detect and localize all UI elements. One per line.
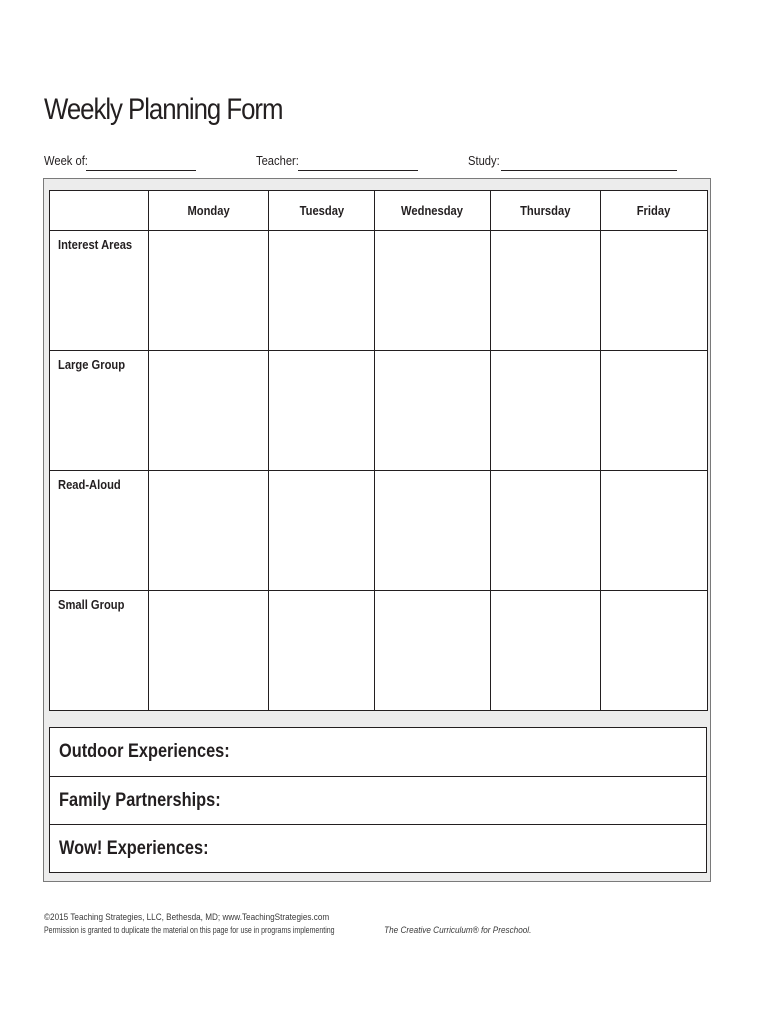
header-thursday: Thursday (491, 191, 601, 231)
plan-cell[interactable] (149, 351, 269, 471)
outdoor-experiences-label: Outdoor Experiences: (59, 741, 230, 762)
header-wednesday: Wednesday (375, 191, 491, 231)
curriculum-name: The Creative Curriculum® for Preschool. (384, 925, 532, 936)
plan-cell[interactable] (491, 351, 601, 471)
study-field[interactable] (501, 170, 677, 171)
outdoor-experiences-row[interactable] (50, 728, 706, 776)
row-small-group (50, 591, 708, 711)
row-interest-areas (50, 231, 708, 351)
plan-cell[interactable] (375, 471, 491, 591)
wow-experiences-row[interactable] (50, 824, 706, 872)
plan-cell[interactable] (375, 231, 491, 351)
planning-grid (49, 190, 708, 711)
header-tuesday: Tuesday (269, 191, 375, 231)
plan-cell[interactable] (601, 231, 708, 351)
plan-cell[interactable] (601, 591, 708, 711)
plan-cell[interactable] (269, 351, 375, 471)
corner-cell (50, 191, 149, 231)
row-label: Small Group (50, 591, 149, 711)
row-label: Interest Areas (50, 231, 149, 351)
row-label: Read-Aloud (50, 471, 149, 591)
permission-text: Permission is granted to duplicate the material on this page for use in programs implementing The Creative Curriculum® for Preschool. (44, 925, 532, 936)
header-friday: Friday (601, 191, 708, 231)
plan-cell[interactable] (375, 591, 491, 711)
plan-cell[interactable] (375, 351, 491, 471)
plan-cell[interactable] (269, 231, 375, 351)
plan-cell[interactable] (149, 231, 269, 351)
teacher-label: Teacher: (256, 153, 299, 168)
row-label: Large Group (50, 351, 149, 471)
family-partnerships-label: Family Partnerships: (59, 789, 221, 811)
plan-cell[interactable] (269, 591, 375, 711)
copyright-text: ©2015 Teaching Strategies, LLC, Bethesda, MD; www.TeachingStrategies.com (44, 912, 330, 923)
row-large-group (50, 351, 708, 471)
teacher-field[interactable] (298, 170, 418, 171)
plan-cell[interactable] (269, 471, 375, 591)
plan-cell[interactable] (601, 471, 708, 591)
experiences-box (49, 727, 707, 873)
form-title: Weekly Planning Form (44, 93, 283, 126)
plan-cell[interactable] (491, 231, 601, 351)
plan-cell[interactable] (149, 591, 269, 711)
family-partnerships-row[interactable] (50, 776, 706, 824)
plan-cell[interactable] (601, 351, 708, 471)
wow-experiences-label: Wow! Experiences: (59, 837, 209, 859)
study-label: Study: (468, 153, 500, 168)
plan-cell[interactable] (149, 471, 269, 591)
row-read-aloud (50, 471, 708, 591)
plan-cell[interactable] (491, 471, 601, 591)
plan-cell[interactable] (491, 591, 601, 711)
week-of-label: Week of: (44, 153, 88, 168)
week-of-field[interactable] (86, 170, 196, 171)
header-monday: Monday (149, 191, 269, 231)
